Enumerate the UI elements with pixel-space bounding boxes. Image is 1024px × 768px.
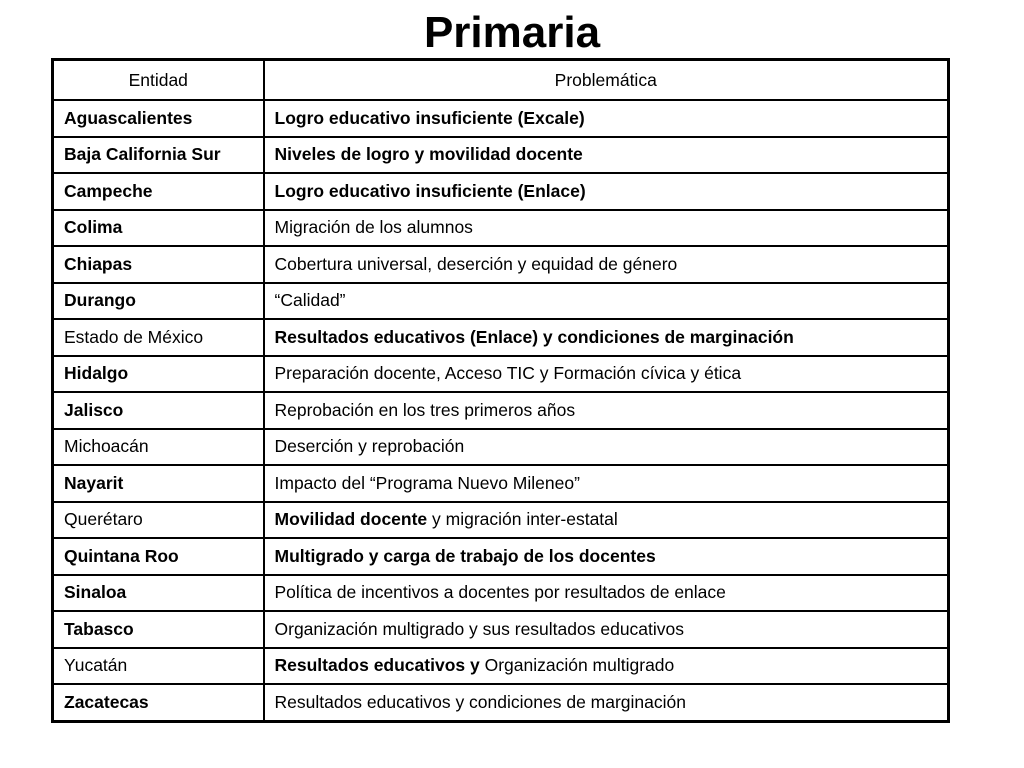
table-row [53, 173, 949, 210]
cell-problematica: Preparación docente, Acceso TIC y Formación cívica y ética [264, 356, 949, 393]
cell-problematica: Migración de los alumnos [264, 210, 949, 247]
table-row [53, 611, 949, 648]
problematica-table [51, 58, 947, 723]
cell-entidad: Hidalgo [53, 356, 264, 393]
cell-entidad: Yucatán [53, 648, 264, 685]
cell-entidad: Baja California Sur [53, 137, 264, 174]
cell-entidad: Aguascalientes [53, 100, 264, 137]
cell-entidad: Tabasco [53, 611, 264, 648]
cell-entidad: Estado de México [53, 319, 264, 356]
table-row [53, 137, 949, 174]
cell-problematica: Reprobación en los tres primeros años [264, 392, 949, 429]
cell-entidad: Michoacán [53, 429, 264, 466]
cell-entidad: Quintana Roo [53, 538, 264, 575]
header-problematica: Problemática [264, 60, 949, 101]
slide-title: Primaria [423, 8, 601, 57]
cell-entidad: Jalisco [53, 392, 264, 429]
cell-entidad: Nayarit [53, 465, 264, 502]
cell-problematica: Organización multigrado y sus resultados educativos [264, 611, 949, 648]
table-row [53, 246, 949, 283]
table-row [53, 100, 949, 137]
cell-problematica: Logro educativo insuficiente (Enlace) [264, 173, 949, 210]
cell-problematica-rest: Organización multigrado [479, 655, 675, 676]
table-row [53, 356, 949, 393]
cell-problematica-bold: Movilidad docente [274, 509, 428, 530]
cell-problematica: Niveles de logro y movilidad docente [264, 137, 949, 174]
cell-problematica [264, 502, 949, 539]
table-row [53, 319, 949, 356]
table-row [53, 538, 949, 575]
table-row [53, 575, 949, 612]
table-row [53, 210, 949, 247]
cell-problematica: Deserción y reprobación [264, 429, 949, 466]
table-row [53, 684, 949, 721]
table-row [53, 648, 949, 685]
cell-problematica: Resultados educativos y condiciones de marginación [264, 684, 949, 721]
cell-entidad: Campeche [53, 173, 264, 210]
cell-problematica: Resultados educativos (Enlace) y condiciones de marginación [264, 319, 949, 356]
table-row [53, 392, 949, 429]
cell-entidad: Zacatecas [53, 684, 264, 721]
cell-entidad: Chiapas [53, 246, 264, 283]
cell-entidad: Sinaloa [53, 575, 264, 612]
table-row [53, 465, 949, 502]
cell-entidad: Durango [53, 283, 264, 320]
table-row [53, 283, 949, 320]
cell-problematica: Política de incentivos a docentes por resultados de enlace [264, 575, 949, 612]
table-header-row [53, 60, 949, 101]
cell-problematica [264, 648, 949, 685]
header-entidad: Entidad [53, 60, 264, 101]
cell-entidad: Querétaro [53, 502, 264, 539]
cell-problematica-bold: Resultados educativos y [274, 655, 480, 676]
table-row [53, 502, 949, 539]
table-row [53, 429, 949, 466]
cell-problematica: “Calidad” [264, 283, 949, 320]
cell-problematica: Cobertura universal, deserción y equidad de género [264, 246, 949, 283]
cell-problematica: Logro educativo insuficiente (Excale) [264, 100, 949, 137]
cell-problematica: Impacto del “Programa Nuevo Mileneo” [264, 465, 949, 502]
cell-problematica: Multigrado y carga de trabajo de los docentes [264, 538, 949, 575]
cell-entidad: Colima [53, 210, 264, 247]
cell-problematica-rest: y migración inter-estatal [427, 509, 618, 530]
